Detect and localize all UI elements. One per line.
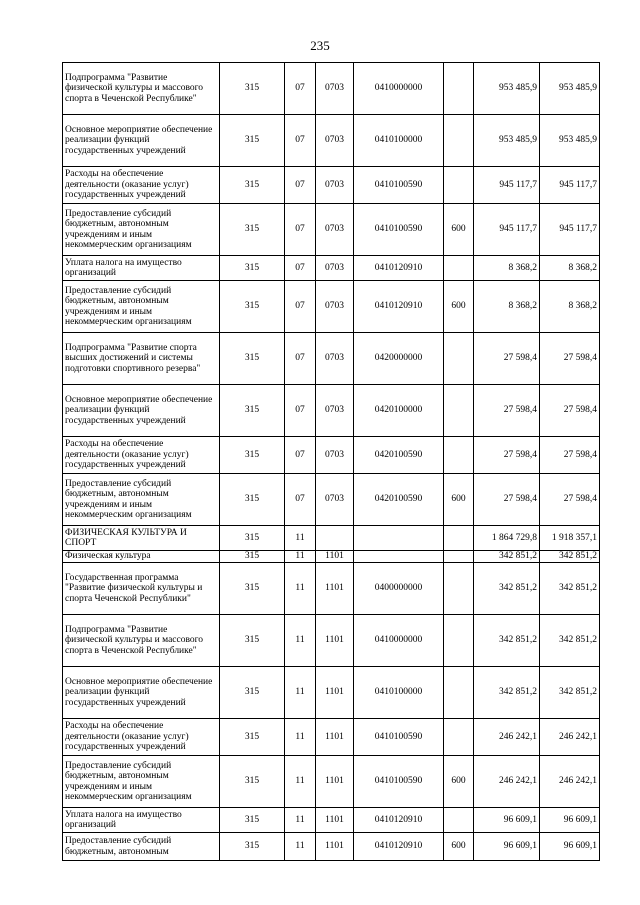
cell-sum-1: 27 598,4 (474, 333, 540, 385)
cell-expense-type-code (444, 333, 474, 385)
cell-section-code: 11 (285, 526, 316, 551)
cell-sum-2: 342 851,2 (540, 563, 600, 615)
cell-sum-2: 953 485,9 (540, 63, 600, 115)
cell-expense-type-code (444, 615, 474, 667)
cell-sum-1: 342 851,2 (474, 667, 540, 719)
table-row (63, 808, 600, 833)
cell-sum-2: 246 242,1 (540, 756, 600, 808)
cell-section-code: 07 (285, 63, 316, 115)
table-row (63, 281, 600, 333)
cell-subsection-code: 1101 (316, 719, 354, 756)
table-row (63, 526, 600, 551)
cell-expense-type-code (444, 551, 474, 563)
row-name: Расходы на обеспечение деятельности (оказание услуг) государственных учреждений (63, 167, 220, 204)
cell-ved-code: 315 (220, 115, 285, 167)
cell-sum-1: 246 242,1 (474, 756, 540, 808)
cell-section-code: 11 (285, 756, 316, 808)
cell-sum-1: 27 598,4 (474, 474, 540, 526)
cell-subsection-code: 1101 (316, 551, 354, 563)
cell-sum-2: 8 368,2 (540, 256, 600, 281)
cell-target-article-code (354, 551, 444, 563)
cell-expense-type-code (444, 256, 474, 281)
cell-section-code: 07 (285, 474, 316, 526)
cell-ved-code: 315 (220, 551, 285, 563)
cell-sum-2: 246 242,1 (540, 719, 600, 756)
cell-subsection-code: 0703 (316, 437, 354, 474)
cell-sum-2: 96 609,1 (540, 833, 600, 861)
cell-expense-type-code (444, 526, 474, 551)
cell-subsection-code: 1101 (316, 808, 354, 833)
cell-section-code: 11 (285, 833, 316, 861)
cell-sum-1: 27 598,4 (474, 437, 540, 474)
cell-ved-code: 315 (220, 474, 285, 526)
row-name: Основное мероприятие обеспечение реализации функций государственных учреждений (63, 385, 220, 437)
cell-sum-2: 27 598,4 (540, 474, 600, 526)
table-row (63, 756, 600, 808)
row-name: Предоставление субсидий бюджетным, автономным учреждениям и иным некоммерческим организациям (63, 474, 220, 526)
cell-section-code: 07 (285, 281, 316, 333)
cell-ved-code: 315 (220, 808, 285, 833)
cell-target-article-code: 0420100590 (354, 437, 444, 474)
table-row (63, 204, 600, 256)
cell-ved-code: 315 (220, 719, 285, 756)
cell-section-code: 11 (285, 551, 316, 563)
cell-ved-code: 315 (220, 333, 285, 385)
cell-target-article-code: 0410120910 (354, 256, 444, 281)
cell-ved-code: 315 (220, 63, 285, 115)
table-row (63, 474, 600, 526)
cell-target-article-code: 0410100590 (354, 719, 444, 756)
cell-section-code: 07 (285, 333, 316, 385)
row-name: Расходы на обеспечение деятельности (оказание услуг) государственных учреждений (63, 719, 220, 756)
cell-expense-type-code (444, 385, 474, 437)
cell-ved-code: 315 (220, 281, 285, 333)
row-name: Подпрограмма "Развитие физической культуры и массового спорта в Чеченской Республике" (63, 63, 220, 115)
row-name: Подпрограмма "Развитие спорта высших достижений и системы подготовки спортивного резерва" (63, 333, 220, 385)
cell-expense-type-code: 600 (444, 756, 474, 808)
cell-expense-type-code (444, 808, 474, 833)
table-row (63, 563, 600, 615)
cell-target-article-code: 0410000000 (354, 615, 444, 667)
cell-sum-2: 27 598,4 (540, 437, 600, 474)
cell-sum-1: 96 609,1 (474, 833, 540, 861)
cell-ved-code: 315 (220, 667, 285, 719)
cell-subsection-code: 0703 (316, 333, 354, 385)
cell-subsection-code: 1101 (316, 756, 354, 808)
cell-ved-code: 315 (220, 437, 285, 474)
table-row (63, 167, 600, 204)
cell-ved-code: 315 (220, 204, 285, 256)
cell-section-code: 11 (285, 719, 316, 756)
row-name: Государственная программа "Развитие физической культуры и спорта Чеченской Республики" (63, 563, 220, 615)
cell-section-code: 07 (285, 437, 316, 474)
cell-sum-1: 342 851,2 (474, 563, 540, 615)
row-name: Основное мероприятие обеспечение реализации функций государственных учреждений (63, 115, 220, 167)
cell-target-article-code: 0420100000 (354, 385, 444, 437)
row-name: Физическая культура (63, 551, 220, 563)
cell-section-code: 11 (285, 667, 316, 719)
table-row (63, 333, 600, 385)
cell-expense-type-code (444, 167, 474, 204)
table-row (63, 719, 600, 756)
cell-section-code: 11 (285, 808, 316, 833)
cell-sum-1: 8 368,2 (474, 281, 540, 333)
row-name: Уплата налога на имущество организаций (63, 808, 220, 833)
cell-sum-2: 342 851,2 (540, 667, 600, 719)
cell-section-code: 11 (285, 563, 316, 615)
cell-sum-2: 945 117,7 (540, 204, 600, 256)
row-name: Предоставление субсидий бюджетным, автономным (63, 833, 220, 861)
cell-target-article-code: 0410120910 (354, 281, 444, 333)
cell-subsection-code: 0703 (316, 256, 354, 281)
table-row (63, 551, 600, 563)
cell-sum-2: 96 609,1 (540, 808, 600, 833)
cell-subsection-code: 0703 (316, 204, 354, 256)
cell-ved-code: 315 (220, 563, 285, 615)
cell-section-code: 07 (285, 256, 316, 281)
cell-target-article-code: 0410100590 (354, 204, 444, 256)
cell-sum-2: 342 851,2 (540, 615, 600, 667)
row-name: Расходы на обеспечение деятельности (оказание услуг) государственных учреждений (63, 437, 220, 474)
cell-subsection-code: 1101 (316, 615, 354, 667)
cell-section-code: 07 (285, 115, 316, 167)
cell-sum-2: 1 918 357,1 (540, 526, 600, 551)
cell-expense-type-code (444, 437, 474, 474)
cell-sum-1: 342 851,2 (474, 551, 540, 563)
cell-ved-code: 315 (220, 256, 285, 281)
table-row (63, 63, 600, 115)
page-number: 235 (310, 38, 330, 53)
cell-subsection-code: 1101 (316, 563, 354, 615)
cell-target-article-code: 0410100000 (354, 667, 444, 719)
cell-section-code: 11 (285, 615, 316, 667)
cell-subsection-code: 1101 (316, 667, 354, 719)
row-name: Предоставление субсидий бюджетным, автономным учреждениям и иным некоммерческим организациям (63, 204, 220, 256)
table-row (63, 833, 600, 861)
cell-subsection-code: 0703 (316, 385, 354, 437)
cell-target-article-code: 0410120910 (354, 808, 444, 833)
cell-sum-2: 27 598,4 (540, 333, 600, 385)
cell-section-code: 07 (285, 385, 316, 437)
cell-expense-type-code (444, 667, 474, 719)
cell-target-article-code: 0410100590 (354, 756, 444, 808)
cell-sum-2: 953 485,9 (540, 115, 600, 167)
row-name: Уплата налога на имущество организаций (63, 256, 220, 281)
table-row (63, 115, 600, 167)
cell-sum-2: 342 851,2 (540, 551, 600, 563)
cell-sum-1: 246 242,1 (474, 719, 540, 756)
cell-sum-1: 953 485,9 (474, 63, 540, 115)
cell-expense-type-code: 600 (444, 281, 474, 333)
cell-subsection-code: 0703 (316, 167, 354, 204)
cell-ved-code: 315 (220, 756, 285, 808)
cell-ved-code: 315 (220, 615, 285, 667)
table-row (63, 667, 600, 719)
table-row (63, 437, 600, 474)
table-row (63, 615, 600, 667)
cell-expense-type-code: 600 (444, 204, 474, 256)
cell-sum-2: 945 117,7 (540, 167, 600, 204)
cell-subsection-code (316, 526, 354, 551)
row-name: Предоставление субсидий бюджетным, автономным учреждениям и иным некоммерческим организациям (63, 756, 220, 808)
cell-target-article-code: 0410000000 (354, 63, 444, 115)
cell-section-code: 07 (285, 204, 316, 256)
row-name: ФИЗИЧЕСКАЯ КУЛЬТУРА И СПОРТ (63, 526, 220, 551)
cell-sum-1: 8 368,2 (474, 256, 540, 281)
cell-target-article-code: 0410120910 (354, 833, 444, 861)
cell-subsection-code: 0703 (316, 63, 354, 115)
cell-ved-code: 315 (220, 385, 285, 437)
cell-subsection-code: 0703 (316, 281, 354, 333)
row-name: Предоставление субсидий бюджетным, автономным учреждениям и иным некоммерческим организациям (63, 281, 220, 333)
cell-sum-1: 342 851,2 (474, 615, 540, 667)
cell-target-article-code: 0410100000 (354, 115, 444, 167)
table-row (63, 385, 600, 437)
cell-sum-1: 27 598,4 (474, 385, 540, 437)
cell-subsection-code: 0703 (316, 474, 354, 526)
cell-ved-code: 315 (220, 526, 285, 551)
cell-sum-1: 96 609,1 (474, 808, 540, 833)
cell-expense-type-code (444, 63, 474, 115)
cell-section-code: 07 (285, 167, 316, 204)
cell-subsection-code: 1101 (316, 833, 354, 861)
cell-target-article-code: 0410100590 (354, 167, 444, 204)
cell-target-article-code: 0420100590 (354, 474, 444, 526)
cell-sum-1: 953 485,9 (474, 115, 540, 167)
cell-expense-type-code: 600 (444, 833, 474, 861)
cell-target-article-code: 0420000000 (354, 333, 444, 385)
cell-sum-2: 27 598,4 (540, 385, 600, 437)
row-name: Основное мероприятие обеспечение реализации функций государственных учреждений (63, 667, 220, 719)
cell-ved-code: 315 (220, 167, 285, 204)
cell-target-article-code: 0400000000 (354, 563, 444, 615)
budget-table (62, 62, 600, 861)
cell-sum-1: 1 864 729,8 (474, 526, 540, 551)
table-row (63, 256, 600, 281)
cell-expense-type-code (444, 563, 474, 615)
cell-sum-1: 945 117,7 (474, 167, 540, 204)
row-name: Подпрограмма "Развитие физической культуры и массового спорта в Чеченской Республике" (63, 615, 220, 667)
cell-expense-type-code (444, 115, 474, 167)
cell-sum-2: 8 368,2 (540, 281, 600, 333)
cell-subsection-code: 0703 (316, 115, 354, 167)
cell-ved-code: 315 (220, 833, 285, 861)
cell-expense-type-code (444, 719, 474, 756)
cell-target-article-code (354, 526, 444, 551)
cell-sum-1: 945 117,7 (474, 204, 540, 256)
cell-expense-type-code: 600 (444, 474, 474, 526)
